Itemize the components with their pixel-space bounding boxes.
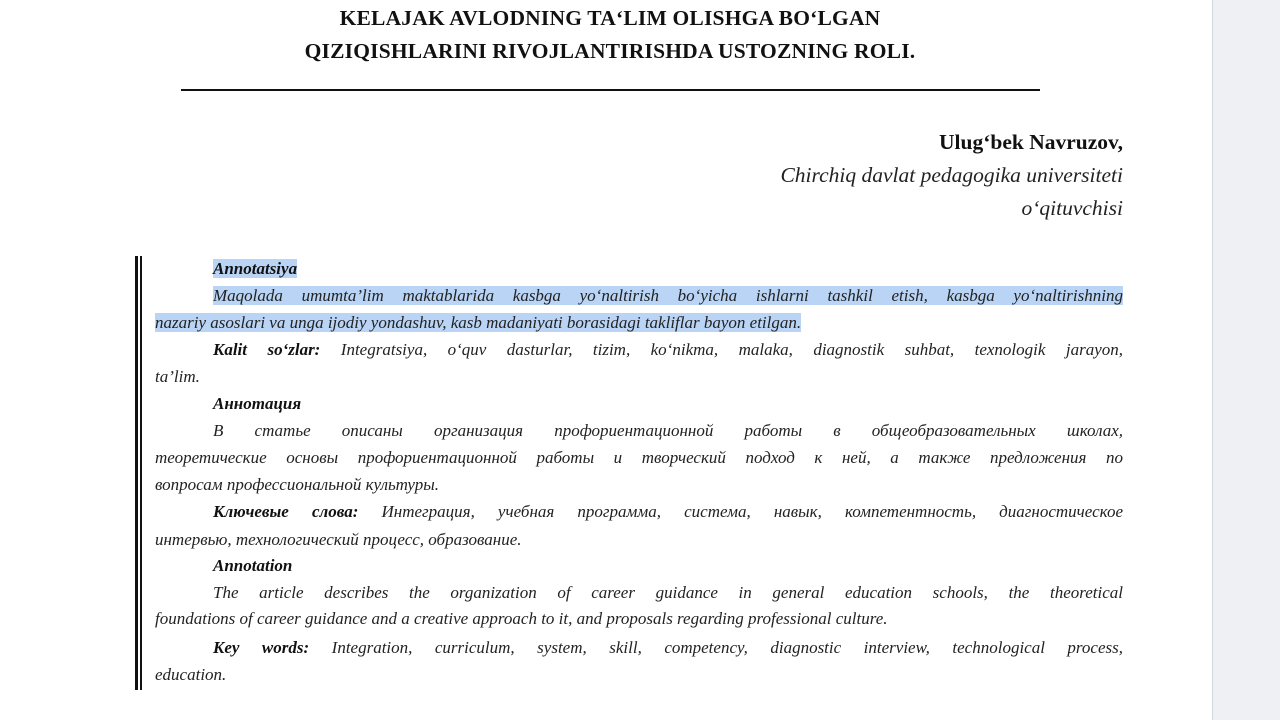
uz-keywords-line-2: ta’lim.: [155, 367, 200, 386]
author-name: Ulug‘bek Navruzov,: [939, 130, 1123, 154]
uz-abstract-heading[interactable]: [213, 258, 297, 280]
en-heading-text: Annotation: [213, 556, 293, 575]
en-keywords-line-1: [213, 637, 1123, 659]
en-keywords-text-1: Integration, curriculum, system, skill, competency, diagnostic interview, technological process,: [331, 638, 1123, 657]
author-affiliation: Chirchiq davlat pedagogika universiteti: [780, 163, 1123, 187]
uz-keywords-label: Kalit so‘zlar:: [213, 340, 321, 359]
uz-abstract-text-2: nazariy asoslari va unga ijodiy yondashuv, kasb madaniyati borasidagi takliflar bayon etilgan.: [155, 313, 802, 332]
en-keywords-line-2: education.: [155, 665, 227, 684]
en-abstract-line-1: The article describes the organization of career guidance in general education schools, the theoretical: [213, 583, 1123, 602]
ru-keywords-line-2: интервью, технологический процесс, образование.: [155, 530, 522, 549]
ru-keywords-line-1: [213, 501, 1123, 523]
en-abstract-line-2: foundations of career guidance and a creative approach to it, and proposals regarding professional culture.: [155, 609, 888, 628]
article-title-line-1: KELAJAK AVLODNING TA‘LIM OLISHGA BO‘LGAN: [339, 6, 881, 30]
ru-abstract-line-1: В статье описаны организация профориентационной работы в общеобразовательных школах,: [213, 421, 1123, 440]
ru-heading-text: Аннотация: [213, 394, 302, 413]
ru-abstract-line-3: вопросам профессиональной культуры.: [155, 475, 440, 494]
en-keywords-label: Key words:: [213, 638, 310, 657]
ru-keywords-text-1: Интеграция, учебная программа, система, навык, компетентность, диагностическое: [381, 502, 1123, 521]
ru-keywords-label: Ключевые слова:: [213, 502, 359, 521]
author-position: o‘qituvchisi: [1021, 196, 1123, 220]
ru-abstract-heading: [213, 393, 301, 415]
abstract-margin-bar: [135, 256, 143, 690]
en-abstract-heading: [213, 555, 292, 577]
uz-abstract-line-1[interactable]: [213, 285, 1123, 307]
uz-abstract-line-2[interactable]: [155, 312, 801, 334]
article-title-line-2: QIZIQISHLARINI RIVOJLANTIRISHDA USTOZNING ROLI.: [304, 39, 916, 63]
viewer-side-gutter[interactable]: [1212, 0, 1280, 720]
uz-abstract-text-1: Maqolada umumta’lim maktablarida kasbga yo‘naltirish bo‘yicha ishlarni tashkil etish, kasbga yo‘naltirishning: [213, 286, 1123, 305]
uz-keywords-text-1: Integratsiya, o‘quv dasturlar, tizim, ko‘nikma, malaka, diagnostik suhbat, texnologik jarayon,: [340, 340, 1123, 359]
uz-keywords-line-1: [213, 339, 1123, 361]
title-divider: [181, 89, 1040, 91]
ru-abstract-line-2: теоретические основы профориентационной работы и творческий подход к ней, а также предложения по: [155, 448, 1123, 467]
uz-heading-text: Annotatsiya: [213, 259, 298, 278]
